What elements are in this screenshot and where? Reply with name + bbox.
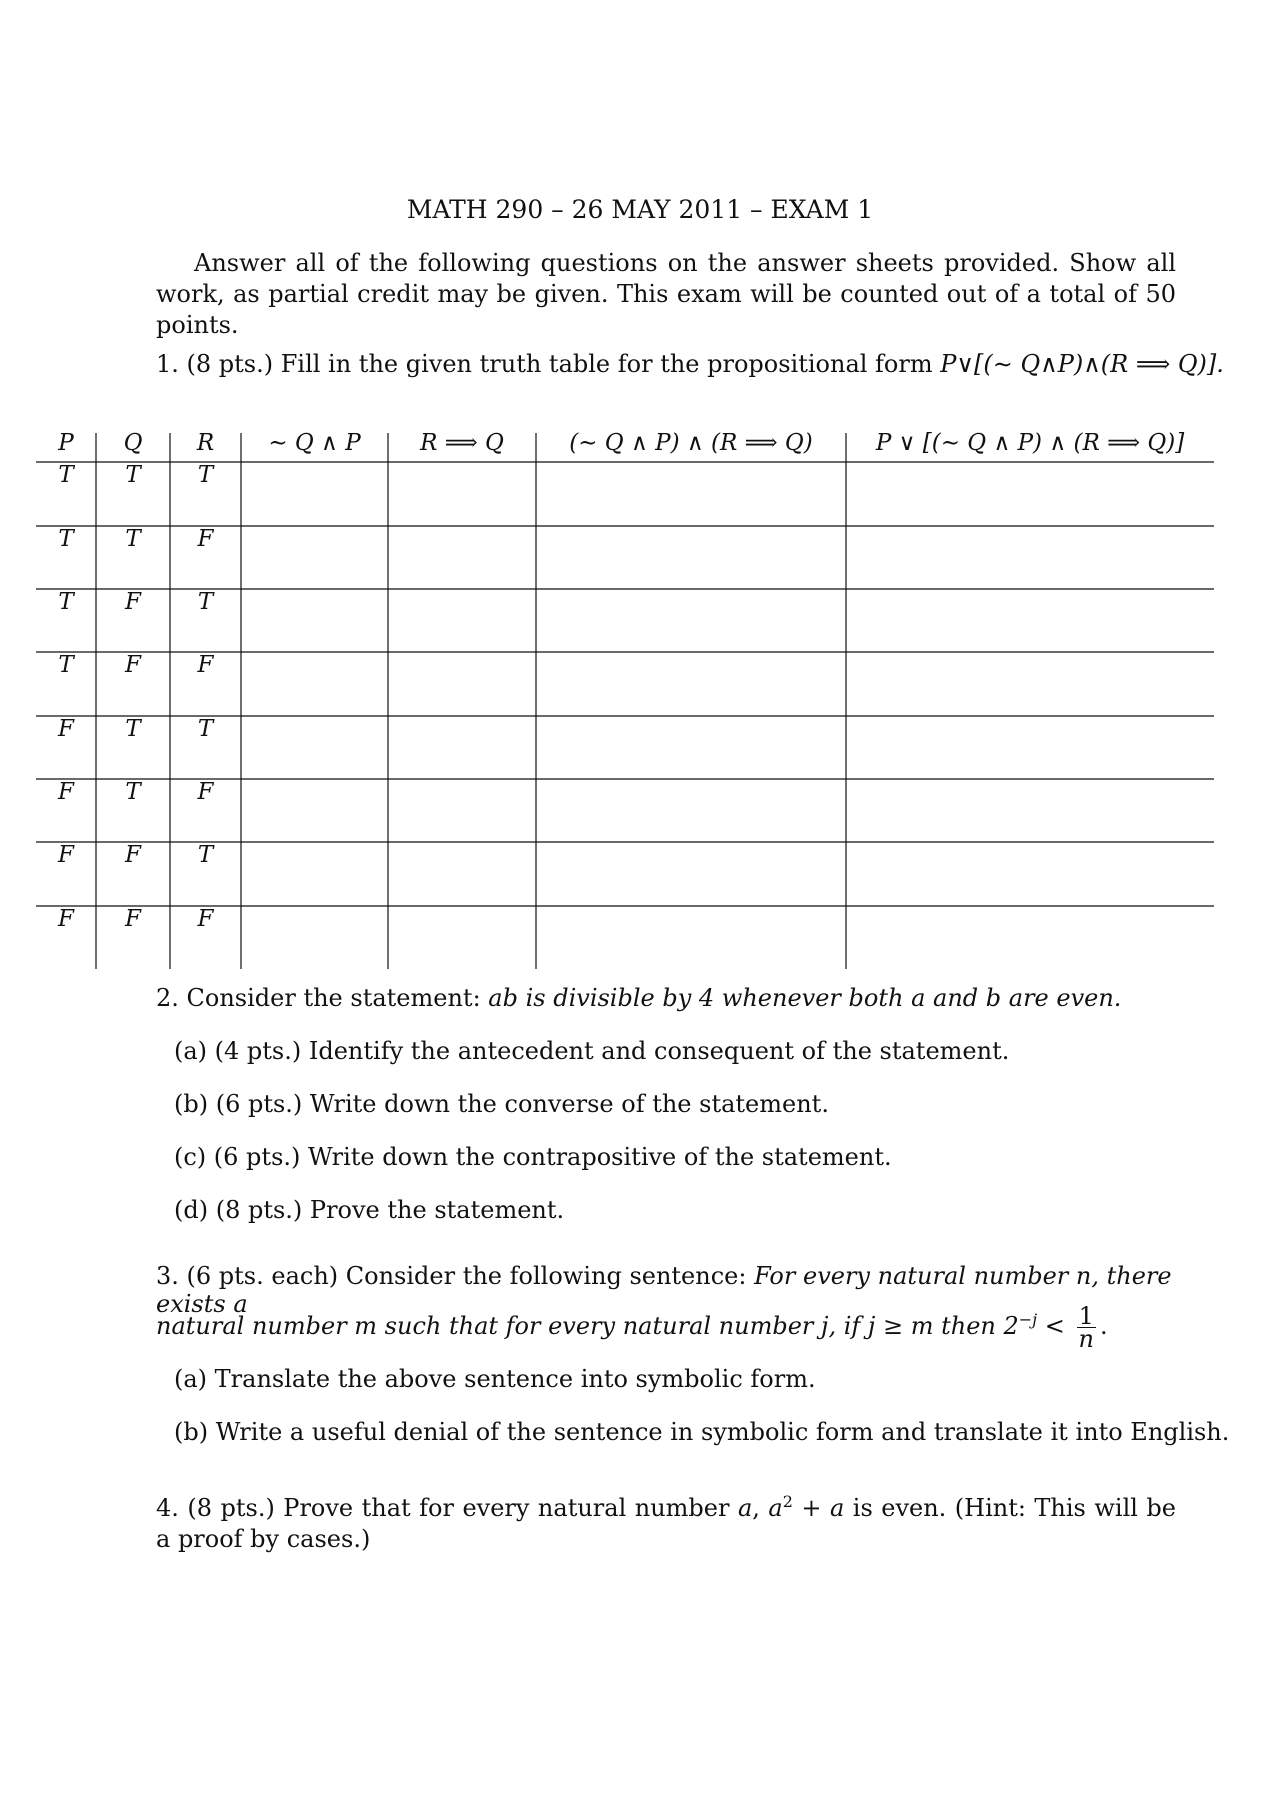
cell-q: F: [125, 842, 141, 868]
fraction-one-over-n: [1077, 1302, 1096, 1353]
cell-r: T: [197, 589, 214, 615]
question-2c: (c) (6 pts.) Write down the contrapositive of the statement.: [174, 1143, 892, 1171]
question-3-label: 3. (6 pts. each) Consider the following sentence:: [156, 1262, 747, 1290]
cell-p: T: [58, 652, 74, 678]
cell-p: T: [58, 462, 74, 488]
question-2-statement: ab is divisible by 4 whenever both a and b are even.: [488, 984, 1122, 1012]
cell-q: T: [125, 716, 141, 742]
header-r-implies-q: R ⟹ Q: [420, 430, 504, 456]
less-than-sign: <: [1044, 1312, 1065, 1340]
variable-a: a: [737, 1494, 753, 1522]
cell-r: T: [197, 716, 214, 742]
fraction-denominator: n: [1078, 1325, 1094, 1353]
cell-p: F: [58, 906, 74, 932]
question-4-text-start: 4. (8 pts.) Prove that for every natural number: [156, 1494, 730, 1522]
cell-r: T: [197, 842, 214, 868]
exam-title: MATH 290 – 26 MAY 2011 – EXAM 1: [406, 195, 874, 224]
question-4: 4. (8 pts.) Prove that for every natural number a, $a^2 + a$ is even. (Hint: This will be a proof by cases.): [156, 1492, 1176, 1553]
cell-r: F: [197, 526, 214, 552]
cell-r: T: [197, 462, 214, 488]
question-2b: (b) (6 pts.) Write down the converse of the statement.: [174, 1090, 829, 1118]
cell-r: F: [197, 779, 214, 805]
instructions: Answer all of the following questions on the answer sheets provided. Show all work, as partial credit may be given. This exam will be counted out of a total of 50 points.: [156, 249, 1176, 339]
question-3a: (a) Translate the above sentence into symbolic form.: [174, 1365, 816, 1393]
expression-exponent: 2: [782, 1492, 793, 1511]
cell-p: T: [58, 526, 74, 552]
question-2-label: 2. Consider the statement:: [156, 984, 481, 1012]
cell-p: F: [58, 779, 74, 805]
cell-q: T: [125, 462, 141, 488]
header-not-q-and-p: ∼ Q ∧ P: [268, 430, 361, 456]
fraction-numerator: 1: [1077, 1305, 1096, 1328]
cell-q: T: [125, 779, 141, 805]
period: .: [1100, 1312, 1108, 1340]
question-3b: (b) Write a useful denial of the sentence in symbolic form and translate it into English.: [174, 1418, 1230, 1446]
question-3-line2: [156, 1302, 1108, 1353]
cell-q: F: [125, 906, 141, 932]
cell-r: F: [197, 906, 214, 932]
truth-table: [36, 423, 1214, 973]
question-2: [156, 984, 1121, 1012]
question-2a: (a) (4 pts.) Identify the antecedent and consequent of the statement.: [174, 1037, 1010, 1065]
header-r: R: [196, 430, 215, 456]
cell-p: F: [58, 842, 74, 868]
expression-rest: + a: [792, 1494, 845, 1522]
truth-table-grid: [36, 423, 1214, 973]
question-3-sentence-start: For every natural number n, there exists a: [156, 1262, 1172, 1318]
header-full-form: P ∨ [(∼ Q ∧ P) ∧ (R ⟹ Q)]: [875, 430, 1185, 456]
question-1-formula: P∨[(∼ Q∧P)∧(R ⟹ Q)].: [940, 350, 1224, 378]
header-q: Q: [123, 430, 143, 456]
cell-p: F: [58, 716, 74, 742]
question-2d: (d) (8 pts.) Prove the statement.: [174, 1196, 565, 1224]
exponent: −j: [1018, 1310, 1038, 1329]
question-1-label: 1. (8 pts.) Fill in the given truth table for the propositional form: [156, 350, 933, 378]
header-p: P: [58, 430, 74, 456]
expression-base: a: [768, 1494, 783, 1522]
cell-q: F: [125, 652, 141, 678]
question-1: [156, 350, 1224, 378]
cell-p: T: [58, 589, 74, 615]
header-conjunction: (∼ Q ∧ P) ∧ (R ⟹ Q): [569, 430, 813, 456]
question-3-sentence-cont: natural number m such that for every natural number j, if j ≥ m then 2: [156, 1312, 1019, 1340]
cell-q: T: [125, 526, 141, 552]
cell-q: F: [125, 589, 141, 615]
cell-r: F: [197, 652, 214, 678]
question-4-text-end: is even. (Hint: This will be a proof by cases.): [156, 1494, 1176, 1553]
